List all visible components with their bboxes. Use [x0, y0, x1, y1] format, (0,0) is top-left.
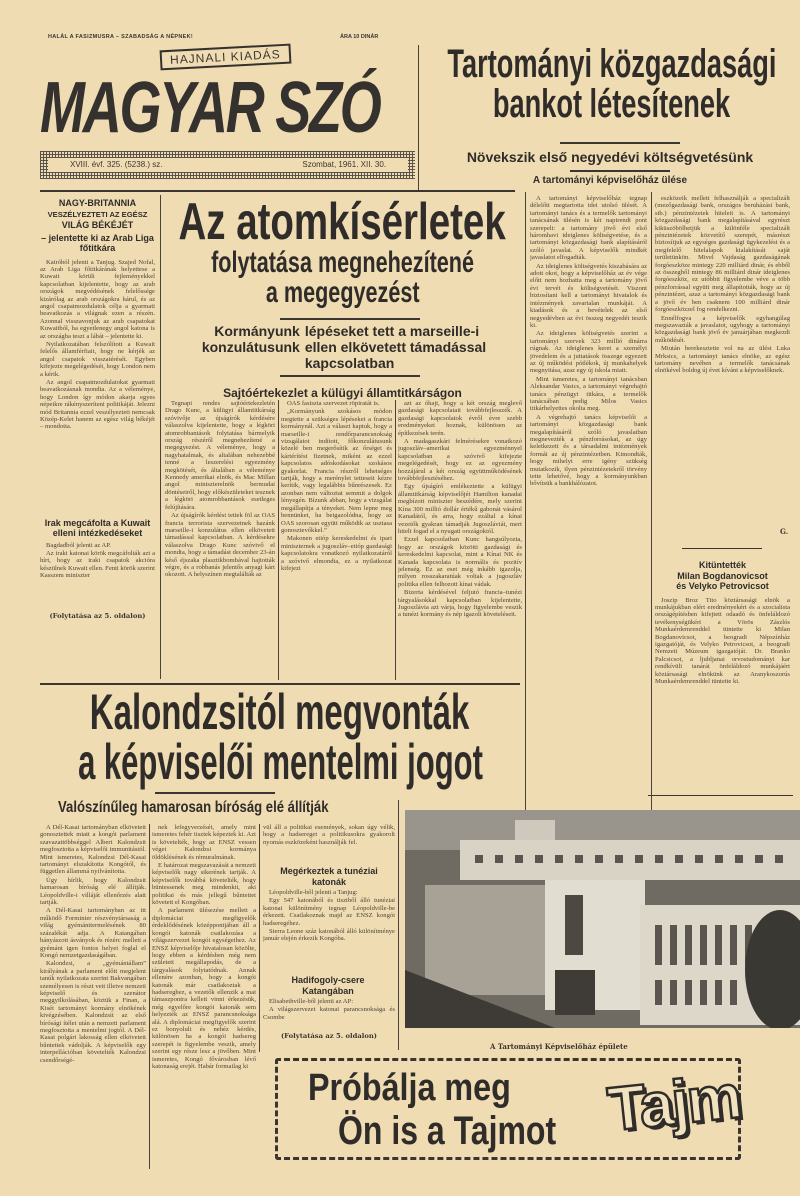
- issue-bar: [40, 151, 415, 179]
- article-headline: NAGY-BRITANNIA VESZÉLYEZTETI AZ EGÉSZ VILÁG BÉKÉJÉT: [47, 198, 148, 230]
- photo-caption: A Tartományi Képviselőház épülete: [490, 1042, 628, 1051]
- price: ÁRA 10 DINÁR: [340, 34, 379, 40]
- building-illustration: [405, 810, 800, 1028]
- article-deck: – jelentette ki az Arab Liga főtitkára: [41, 232, 154, 253]
- masthead: [40, 0, 415, 185]
- article-headline: Megérkeztek a tunéziai katonák: [280, 866, 378, 887]
- article-headline: Irak megcáfolta a Kuwait elleni intézkedéseket: [44, 517, 151, 538]
- edition-badge: HAJNALI KIADÁS: [160, 44, 292, 71]
- lead-body-col1: A tartományi képviselőház tegnap délelőtt megtartotta idei utolsó ülését. A tartományi tanács és a termelők tartományi tanácsának ülésén is két napirendi pont szerepelt: a tartomány jövő évi első háromhavi ideiglenes költségvetése, és a tartományi közgazdasági bank alapításáról szóló javaslat. A képviselők mindkét javaslatot elfogadták. Az ideiglenes költségvetés kiszabására az adott okot, hogy a képviselőház az év vége előtt nem hozhatta meg a tartomány jövő évi tervét és költségvetését. Viszont biztosítani kell a tartományi hivatalok és intézmények zavartalan munkáját. A kiadások és a bevételek az első negyedévben az évi összeg negyedét teszik ki. Az ideiglenes költségvetés szerint a tartományi szervek 323 millió dinárra rúgnak. Az ideiglenes keret a személyi jövedelem és a juttatások összege egyezett az új működési pótlékok, új munkahelyek megnyitása, azaz egy új iskola miatt. Mint ismeretes, a tartományi tanácsban Aleksandar Vasics, a tartományi végrehajtó tanács pénzügyi titkára, a termelők tanácsában pedig Milos Vasics titkárhelyettes okolta meg. A végrehajtó tanács képviselői a tartományi közgazdasági bank megalapításáról szóló javaslatban megnevezték a pénzforrásokat, az úgy keletkezett és a társadalmi intézmények formái az új pénzintézetben. Kimondták, hogy mihelyt erre igény szükség mutatkozik, ilyen pénzintézetekről törvény tette lehetővé, hogy a kormányunkban bővítsük a bankhálózatot.: [530, 195, 647, 488]
- lead-body-col2: eszközeik mellett felhasználják a specializált (mezőgazdasági bank, országos beruházási bank, stb.) pénzintézetek hiteleit is. A tartományi közgazdasági bank megalapításával egyrészt kiküszöbölhetjük a különféle specializált pénzintézetek közvetítő szerepét, másrészt biztosítjuk az egységes gazdasági ügykezelést és a megfelelő hitelalapok kialakítását saját területünkön. Mivel Vajdaság gazdaságának forgóeszköze mintegy 220 milliárd dinár, és ebből az összegből mintegy 86 milliárd dinár ideiglenes forgóeszköz, ez utóbbit figyelembe véve a több pénzforrással együtt meg állapították, hogy az új pénzintézet, azaz a tartományi közgazdasági bank a jövő év ben csaknem 100 milliárd dinár forgóeszközzel fog rendelkezni. Ennélfogva a képviselők egyhangúlag megszavazták a javaslatot, ugyhogy a tartományi közgazdasági bank jövő év januárjában megkezdi működését. Miután berekesztette vol na az ülést Luka Mrksics, a tartományi tanács elnöke, az egész tartomány nevében a termelők tanácsának elnökével boldog új évet kívánt a képviselőknek.: [655, 195, 790, 375]
- issue-number: XVIII. évf. 325. (5238.) sz.: [70, 160, 163, 169]
- issue-date: Szombat, 1961. XII. 30.: [302, 160, 386, 169]
- article-award: Kitüntették Milan Bogdanovicsot és Velyko Petrovicsot Joszip Broz Tito köztársasági elnök a munkájukban elért eredményekért és a szocialista országépítésben kifejtett odaadó és önfeláldozó tevékenységükért a Vörös Zászlós Munkaérdemrenddel tüntette ki Milan Bogdanovicsot, a beogradi Népszínház igazgatóját, és Velyko Petrovicsot, a beogradi Nemzeti Múzeum igazgatóját. Dr. Branko Palcsicsot, a ljubljanai orvostudományi kar rendkívüli tanárát önfeláldozó munkájáért köztársasági elnökünk az Aranykoszorús Munkaérdemrenddel tüntette ki.: [655, 560, 790, 685]
- lead-headline: Tartományi közgazdasági bankot létesítenek: [447, 42, 777, 126]
- newspaper-title: MAGYAR SZÓ: [40, 68, 380, 148]
- katanga-subheadline: Valószínűleg hamarosan bíróság elé állítják: [58, 799, 329, 816]
- lead-kicker: A tartományi képviselőház ülése: [532, 175, 688, 186]
- building-photo: [405, 810, 800, 1028]
- continued-link[interactable]: (Folytatása az 5. oldalon): [49, 611, 146, 620]
- signature: G.: [780, 527, 789, 536]
- article-headline: Hadifogoly-csere Katangában: [291, 975, 365, 996]
- article-britain: NAGY-BRITANNIA VESZÉLYEZTETI AZ EGÉSZ VILÁG BÉKÉJÉT – jelentette ki az Arab Liga főtitkára Kairóból jelenti a Tanjug. Szajed Nofal, az Arab Liga főtitkárának helyettese a Kuwait körüli fejleményekkel kapcsolatban kijelentette, hogy az arab országok megvédésének felelőssége kizárólag az arab országokra hárul, és az angol csapatmozdulatok célja a gyarmati beavatkozás a világnak ezen a részén. Azonnal visszavonjuk az arab csapatokat Kuwaitból, ha egyetlenegy angol katona is az országba teszi a lábát – jelentette ki. Nyilatkozatában felszólított a Kuwait felelős államférfiait, hogy ne kérjék az angol csapatok visszatérését. Egyben kifejezte megelégedését, hogy London nem a kérik. Az angol csapatmozdulatokat gyarmati beavatkozásnak mondta. Az a véleménye, hogy London így módon akarja egyes népeikre rákényszeríteni politikáját. Jelezni mód Britannia ezzel veszélyezteti nemcsak Közép-Kelet hanem az egész világ békéjét – mondotta. Irak megcáfolta a Kuwait elleni intézkedéseket Bagdadból jelenti az AP. Az iraki katonai körök megcáfolták azt a hírt, hogy az iraki csapatok akcióra készülnek Kuwait ellen. Fenti körök szerint Kasszem miniszter (Folytatása az 5. oldalon): [40, 198, 155, 620]
- tajm-advertisement: Próbálja meg Ön is a Tajmot Tajm: [275, 1058, 741, 1160]
- slogan: HALÁL A FASIZMUSRA – SZABADSÁG A NÉPNEK!: [48, 34, 194, 40]
- continued-link[interactable]: (Folytatása az 5. oldalon): [280, 1032, 378, 1040]
- lead-subheadline: Növekszik első negyedévi költségvetésünk: [466, 149, 754, 165]
- tajm-logo: Tajm: [604, 1062, 744, 1145]
- atom-subheadline: Kormányunk konzulátusunk lépéseket tett a marseille-i ellen elkövetett támadással kapcsolatban: [201, 323, 487, 371]
- katanga-headline: Kalondzsitól megvonták a képviselői mentelmi jogot: [77, 684, 483, 790]
- article-atom: Az atomkísérletek folytatása megnehezítené a megegyezést: [178, 193, 507, 309]
- atom-kicker: Sajtóértekezlet a külügyi államtitkárságon: [223, 386, 462, 400]
